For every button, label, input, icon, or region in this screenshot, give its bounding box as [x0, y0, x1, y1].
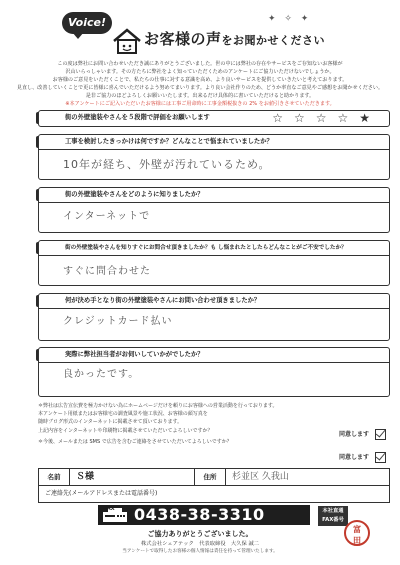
address-field[interactable]: 杉並区 久我山: [232, 472, 289, 482]
answer-text: すぐに問合わせた: [63, 266, 151, 277]
answer-area[interactable]: [39, 203, 389, 232]
sparkle-icon: ✦ ✧ ✦: [268, 14, 312, 24]
fax-direct-line: FAX番号: [322, 517, 344, 523]
agree-publish: [339, 429, 386, 440]
agree-label: 同意します: [338, 454, 369, 461]
answer-text: インターネットで: [63, 211, 151, 222]
privacy-footnote: [38, 402, 338, 446]
answer-area[interactable]: [39, 150, 389, 179]
question-text: 工事を検討したきっかけは何ですか？どんなことで悩まれていましたか？: [39, 135, 389, 150]
answer-text: クレジットカード払い: [63, 316, 173, 327]
house-icon: [112, 28, 142, 54]
seal-text: 富 田: [353, 525, 361, 545]
agree-label: 同意します: [338, 431, 369, 438]
footnote-line: ＊弊社は広告宣伝費を極力かけない為にホームページだけを頼りにお客様への営業活動を行っております。: [38, 403, 278, 409]
footnote-line: 上記内容をインターネットや印刷物に掲載させていただいてよろしいですか？: [38, 427, 213, 434]
voice-badge: Voice!: [62, 12, 112, 34]
privacy-note: 当アンケートで取得したお客様の個人情報は責任を持って管理いたします。: [122, 549, 278, 554]
company-info: 株式会社シェアテック 代表取締役 大久保 誠二: [140, 541, 260, 547]
intro-line: この度は弊社にお問い合わせいただき誠にありがとうございました。世の中には弊社の存在やサービスをご存知ないお客様が: [57, 61, 343, 67]
fax-label: FAX: [104, 506, 115, 512]
footnote-line: ＊今後、メールまたは SMS で広告を含むご連絡をさせていただいてよろしいですか？: [38, 438, 232, 445]
intro-text: [10, 60, 390, 108]
answer-area[interactable]: [39, 256, 389, 285]
fax-direct-line: 本社直通: [322, 508, 344, 514]
agree-checkbox[interactable]: [375, 452, 386, 463]
voice-badge-tail: [72, 32, 84, 39]
question-text: 街の外壁塗装やさんをどのように知りましたか？: [39, 188, 389, 203]
answer-text: 10年が経ち、外壁が汚れているため。: [63, 158, 271, 171]
name-label: 名前: [39, 469, 70, 485]
question-block-q6: [38, 347, 390, 397]
name-address-row: [39, 469, 389, 486]
page-title: [144, 28, 325, 49]
name-seal-stamp: [344, 520, 370, 546]
question-block-q1: [38, 110, 390, 127]
intro-line: 見直し、改善していくことで更に皆様に喜んでいただけるよう努めてまいります。より良い会社作りのため、どうか率直なご意見やご感想をお聞かせください。: [16, 85, 384, 91]
fax-number: 0438-38-3310: [134, 505, 265, 524]
contact-label: ご連絡先(メールアドレスまたは電話番号): [45, 490, 158, 497]
agree-checkbox[interactable]: [375, 429, 386, 440]
question-block-q5: [38, 293, 390, 341]
intro-line: お客様のご意見をいただくことで、私たちの仕事に対する意識を高め、より良いサービスを提供していきたいと考えております。: [52, 77, 348, 83]
rating-stars[interactable]: ☆☆☆☆★: [272, 111, 381, 125]
footnote-line: 本アンケート用紙またはお客様宅の調査風景や施工状況、お客様の顔写真を: [38, 411, 208, 418]
agree-contact: [339, 452, 386, 463]
question-label: 街の外壁塗装やさんを５段階で評価をお願いします: [65, 114, 210, 121]
discount-notice: ※本アンケートにご記入いただいたお客様には工事ご用命時に工事金額税抜きの 2% をお値引きさせていただきます。: [65, 101, 335, 107]
question-text: 街の外壁塗装やさんを知りすぐにお問合せ頂きましたか？も し悩まれたとしたらどんなことがご不安でしたか？: [39, 241, 389, 256]
question-text: [39, 111, 389, 125]
name-field[interactable]: Ｓ様: [76, 472, 95, 482]
question-block-q3: [38, 187, 390, 233]
fax-direct-badge: [318, 506, 348, 526]
title-main: お客様の声: [144, 30, 222, 48]
intro-line: 沢山いらっしゃいます。その方たちに弊社をよく知っていただくためのアンケートにご協力いただけないでしょうか。: [65, 69, 335, 75]
customer-info-table: [38, 468, 390, 503]
intro-line: 是非ご協力のほどよろしくお願いいたします。出来るだけ具体的に書いていただけると助かります。: [85, 93, 315, 99]
answer-area[interactable]: [39, 309, 389, 340]
answer-area[interactable]: [39, 363, 389, 396]
address-label: 住所: [194, 469, 226, 485]
question-block-q2: [38, 134, 390, 180]
question-text: 実際に弊社担当者がお伺いしていかがでしたか？: [39, 348, 389, 363]
contact-row: [39, 486, 389, 502]
footnote-line: 随時ブログ形式のインターネットに掲載させて頂いております。: [38, 419, 183, 426]
fax-bar: [98, 505, 310, 525]
thanks-message: ご協力ありがとうございました。: [147, 530, 253, 538]
question-block-q4: [38, 240, 390, 286]
question-text: 何が決め手となり街の外壁塗装やさんにお問い合わせ頂きましたか？: [39, 294, 389, 309]
answer-text: 良かったです。: [63, 369, 140, 380]
title-sub: をお聞かせください: [221, 34, 326, 47]
